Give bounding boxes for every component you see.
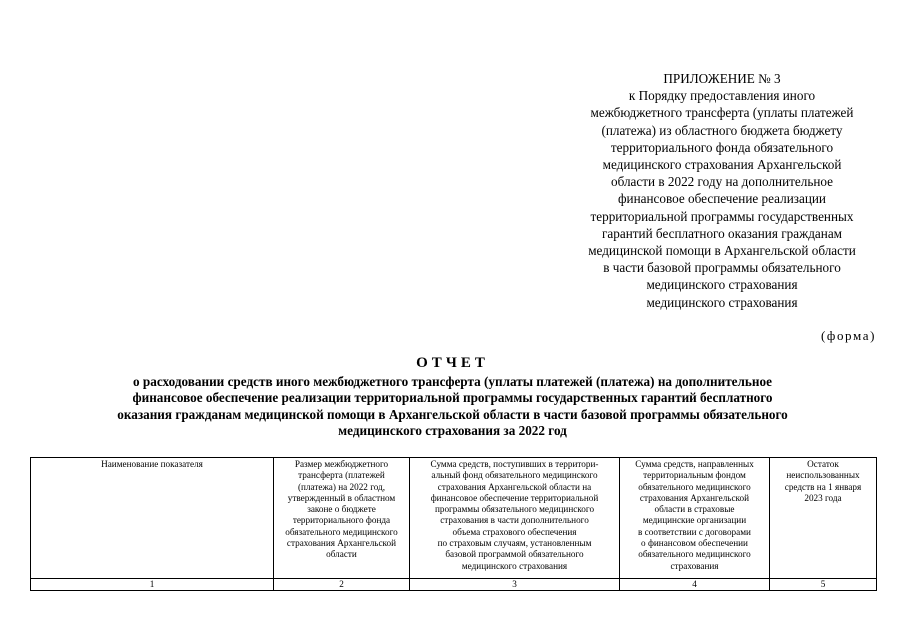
report-subtitle <box>40 374 865 440</box>
report-subtitle-line: оказания гражданам медицинской помощи в Архангельской области в части базовой программы обязательного <box>117 406 788 422</box>
header-cell-line: утвержденный в областном <box>287 492 396 503</box>
header-cell-line: по страховым случаям, установленным <box>437 538 592 549</box>
header-cell-line: страхования в части дополнительного <box>440 515 589 526</box>
appendix-line: ПРИЛОЖЕНИЕ № 3 <box>663 71 781 86</box>
header-cell-line: (платежа) на 2022 год, <box>297 481 386 492</box>
header-cell-line: Наименование показателя <box>101 459 203 469</box>
column-number-cell: 5 <box>770 579 877 591</box>
column-number-cell: 3 <box>410 579 620 591</box>
appendix-line: области в 2022 году на дополнительное <box>610 174 834 190</box>
table-column-number-row <box>31 579 877 591</box>
header-cell-line: обязательного медицинского <box>638 481 751 492</box>
header-cell-indicator-name <box>31 458 274 579</box>
form-label: (форма) <box>821 328 876 343</box>
header-cell-line: области в страховые <box>654 504 735 515</box>
header-cell-remaining-funds <box>770 458 877 579</box>
appendix-line: в части базовой программы обязательного <box>603 260 841 276</box>
appendix-line: медицинского страхования <box>646 277 798 293</box>
header-cell-line: альный фонд обязательного медицинского <box>431 470 598 481</box>
report-subtitle-line: медицинского страхования за 2022 год <box>338 423 567 439</box>
header-cell-line: объема страхового обеспечения <box>452 526 577 537</box>
appendix-block <box>552 70 892 311</box>
appendix-line: гарантий бесплатного оказания гражданам <box>601 225 843 241</box>
header-cell-line: финансовое обеспечение территориальной <box>430 492 599 503</box>
appendix-line: межбюджетного трансферта (уплаты платежей <box>590 105 854 121</box>
header-cell-sent-funds <box>620 458 770 579</box>
appendix-line: медицинского страхования Архангельской <box>602 157 842 173</box>
header-cell-line: Сумма средств, поступивших в территори- <box>430 459 599 469</box>
header-cell-line: 2023 года <box>804 492 842 503</box>
report-table <box>30 457 877 591</box>
report-title: ОТЧЕТ <box>416 355 489 371</box>
appendix-line: финансовое обеспечение реализации <box>617 191 826 207</box>
appendix-line: к Порядку предоставления иного <box>628 88 816 104</box>
appendix-line: медицинского страхования <box>646 294 798 310</box>
header-cell-line: обязательного медицинского <box>285 526 398 537</box>
header-cell-line: Сумма средств, направленных <box>635 459 754 469</box>
header-cell-line: трансферта (платежей <box>298 470 385 481</box>
header-cell-line: о финансовом обеспечении <box>641 538 748 549</box>
header-cell-line: страхования <box>670 560 719 571</box>
header-cell-line: неиспользованных <box>786 470 860 481</box>
header-cell-line: территориального фонда <box>292 515 391 526</box>
table-header-row <box>31 458 877 579</box>
header-cell-line: области <box>326 549 357 560</box>
header-cell-line: страхования Архангельской <box>639 492 750 503</box>
header-cell-transfer-amount <box>274 458 410 579</box>
header-cell-received-funds <box>410 458 620 579</box>
header-cell-line: территориальным фондом <box>643 470 746 481</box>
header-cell-line: Размер межбюджетного <box>294 459 389 469</box>
header-cell-line: базовой программой обязательного <box>445 549 584 560</box>
column-number-cell: 4 <box>620 579 770 591</box>
report-subtitle-line: финансовое обеспечение реализации территориальной программы государственных гарантий бесплатного <box>132 390 773 406</box>
header-cell-line: обязательного медицинского <box>638 549 751 560</box>
appendix-line: территориального фонда обязательного <box>610 139 834 155</box>
header-cell-line: страхования Архангельской <box>286 538 397 549</box>
header-cell-line: законе о бюджете <box>307 504 376 515</box>
header-cell-line: медицинского страхования <box>461 560 568 571</box>
header-cell-line: средств на 1 января <box>784 481 862 492</box>
appendix-line: медицинской помощи в Архангельской области <box>588 243 856 259</box>
appendix-line: (платежа) из областного бюджета бюджету <box>601 122 843 138</box>
appendix-line: территориальной программы государственных <box>590 208 854 224</box>
header-cell-line: страхования Архангельской области на <box>437 481 592 492</box>
header-cell-line: в соответствии с договорами <box>638 526 751 537</box>
header-cell-line: медицинские организации <box>642 515 747 526</box>
report-subtitle-line: о расходовании средств иного межбюджетного трансферта (уплаты платежей (платежа) на дополнительное <box>133 374 772 389</box>
column-number-cell: 1 <box>31 579 274 591</box>
header-cell-line: программы обязательного медицинского <box>434 504 595 515</box>
header-cell-line: Остаток <box>807 459 839 469</box>
column-number-cell: 2 <box>274 579 410 591</box>
